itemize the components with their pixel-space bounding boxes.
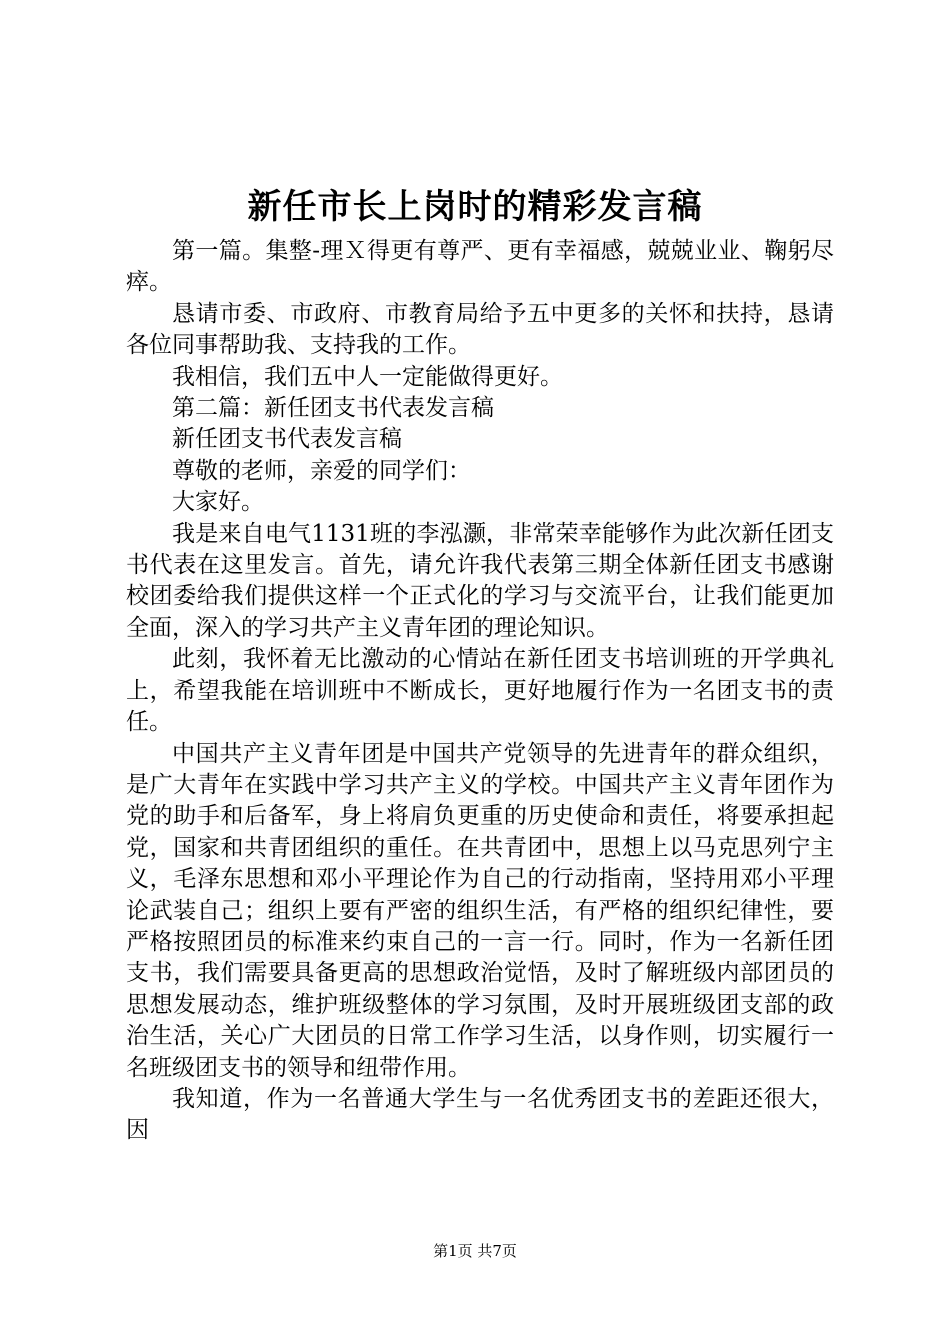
paragraph: 新任团支书代表发言稿 — [172, 426, 402, 453]
paragraph: 中国共产主义青年团是中国共产党领导的先进青年的群众组织，是广大青年在实践中学习共产主义的学校。中国共产主义青年团作为党的助手和后备军，身上将肩负更重的历史使命和责任，将要承担起党，国家和共青团组织的重任。在共青团中，思想上以马克思列宁主义，毛泽东思想和邓小平理论作为自己的行动指南，坚持用邓小平理论武装自己；组织上要有严密的组织生活，有严格的组织纪律性，要严格按照团员的标准来约束自己的一言一行。同时，作为一名新任团支书，我们需要具备更高的思想政治觉悟，及时了解班级内部团员的思想发展动态，维护班级整体的学习氛围，及时开展班级团支部的政治生活，关心广大团员的日常工作学习生活，以身作则，切实履行一名班级团支书的领导和纽带作用。 — [126, 740, 834, 1081]
page-footer: 第1页 共7页 — [433, 1242, 517, 1260]
document-title: 新任市长上岗时的精彩发言稿 — [247, 187, 703, 227]
document-body — [126, 236, 834, 1147]
paragraph: 大家好。 — [172, 489, 264, 516]
paragraph: 尊敬的老师，亲爱的同学们： — [172, 457, 471, 484]
paragraph: 此刻，我怀着无比激动的心情站在新任团支书培训班的开学典礼上，希望我能在培训班中不断成长，更好地履行作为一名团支书的责任。 — [126, 646, 834, 736]
paragraph: 恳请市委、市政府、市教育局给予五中更多的关怀和扶持，恳请各位同事帮助我、支持我的工作。 — [126, 300, 834, 359]
paragraph: 我知道，作为一名普通大学生与一名优秀团支书的差距还很大，因 — [126, 1085, 834, 1144]
paragraph: 第二篇：新任团支书代表发言稿 — [172, 395, 494, 422]
paragraph: 第一篇。集整-理Ｘ得更有尊严、更有幸福感，兢兢业业、鞠躬尽瘁。 — [126, 238, 834, 296]
paragraph: 我是来自电气1131班的李泓灏，非常荣幸能够作为此次新任团支书代表在这里发言。首先，请允许我代表第三期全体新任团支书感谢校团委给我们提供这样一个正式化的学习与交流平台，让我们能更加全面，深入的学习共产主义青年团的理论知识。 — [126, 520, 834, 641]
paragraph: 我相信，我们五中人一定能做得更好。 — [172, 363, 563, 390]
